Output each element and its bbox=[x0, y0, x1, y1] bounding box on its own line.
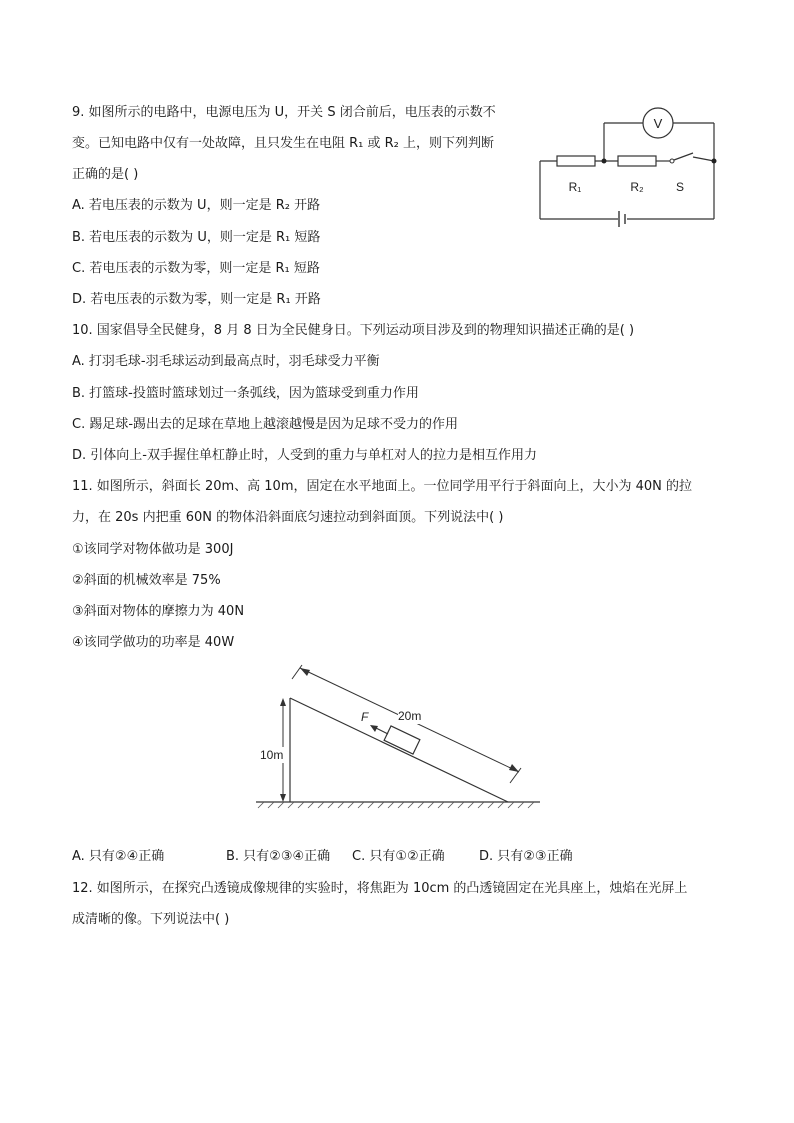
resistor-r2-label: R₂ bbox=[630, 180, 644, 194]
q12-stem-line-1: 12. 如图所示，在探究凸透镜成像规律的实验时，将焦距为 10cm 的凸透镜固定在光具座上，烛焰在光屏上 bbox=[72, 881, 688, 896]
switch-contact-icon bbox=[670, 159, 674, 163]
q12-stem-line-2: 成清晰的像。下列说法中( ) bbox=[72, 912, 230, 927]
q11-option-c: C. 只有①②正确 bbox=[352, 849, 445, 864]
length-label: 20m bbox=[398, 709, 422, 723]
q9-stem-line-3: 正确的是( ) bbox=[72, 167, 139, 182]
switch-contact-icon-2 bbox=[712, 159, 717, 164]
force-label: F bbox=[361, 710, 369, 724]
q11-stem-line-2: 力，在 20s 内把重 60N 的物体沿斜面底匀速拉动到斜面顶。下列说法中( ) bbox=[72, 510, 504, 525]
circuit-diagram bbox=[535, 105, 725, 230]
q11-option-b: B. 只有②③④正确 bbox=[226, 849, 331, 864]
q11-option-a: A. 只有②④正确 bbox=[72, 849, 165, 864]
battery-icon bbox=[619, 211, 625, 227]
block-icon bbox=[384, 726, 420, 754]
switch-lever-icon bbox=[674, 153, 693, 160]
q11-option-d: D. 只有②③正确 bbox=[479, 849, 573, 864]
q9-option-b: B. 若电压表的示数为 U，则一定是 R₁ 短路 bbox=[72, 230, 321, 245]
ground-hatching bbox=[258, 802, 534, 808]
resistor-r1-icon bbox=[557, 156, 595, 166]
resistor-r2-icon bbox=[618, 156, 656, 166]
q10-stem: 10. 国家倡导全民健身，8 月 8 日为全民健身日。下列运动项目涉及到的物理知识描述正确的是( ) bbox=[72, 323, 635, 338]
q11-stem-line-1: 11. 如图所示，斜面长 20m、高 10m，固定在水平地面上。一位同学用平行于斜面向上，大小为 40N 的拉 bbox=[72, 479, 693, 494]
height-label: 10m bbox=[260, 748, 284, 762]
q10-option-a: A. 打羽毛球-羽毛球运动到最高点时，羽毛球受力平衡 bbox=[72, 354, 380, 369]
q9-option-a: A. 若电压表的示数为 U，则一定是 R₂ 开路 bbox=[72, 198, 321, 213]
q10-option-c: C. 踢足球-踢出去的足球在草地上越滚越慢是因为足球不受力的作用 bbox=[72, 417, 459, 432]
voltmeter-label: V bbox=[653, 116, 663, 131]
q11-statement-4: ④该同学做功的功率是 40W bbox=[72, 635, 235, 650]
q9-stem-line-1: 9. 如图所示的电路中，电源电压为 U，开关 S 闭合前后，电压表的示数不 bbox=[72, 105, 496, 120]
q10-option-b: B. 打篮球-投篮时篮球划过一条弧线，因为篮球受到重力作用 bbox=[72, 386, 419, 401]
q11-statement-1: ①该同学对物体做功是 300J bbox=[72, 542, 234, 557]
q10-option-d: D. 引体向上-双手握住单杠静止时，人受到的重力与单杠对人的拉力是相互作用力 bbox=[72, 448, 537, 463]
q9-stem-line-2: 变。已知电路中仅有一处故障，且只发生在电阻 R₁ 或 R₂ 上，则下列判断 bbox=[72, 136, 495, 151]
switch-label: S bbox=[675, 180, 685, 194]
force-arrow bbox=[370, 725, 388, 734]
q11-statement-3: ③斜面对物体的摩擦力为 40N bbox=[72, 604, 245, 619]
q11-statement-2: ②斜面的机械效率是 75% bbox=[72, 573, 221, 588]
incline-diagram bbox=[250, 662, 545, 812]
junction-dot bbox=[602, 159, 607, 164]
resistor-r1-label: R₁ bbox=[568, 180, 582, 194]
q9-option-d: D. 若电压表的示数为零，则一定是 R₁ 开路 bbox=[72, 292, 321, 307]
q9-option-c: C. 若电压表的示数为零，则一定是 R₁ 短路 bbox=[72, 261, 320, 276]
